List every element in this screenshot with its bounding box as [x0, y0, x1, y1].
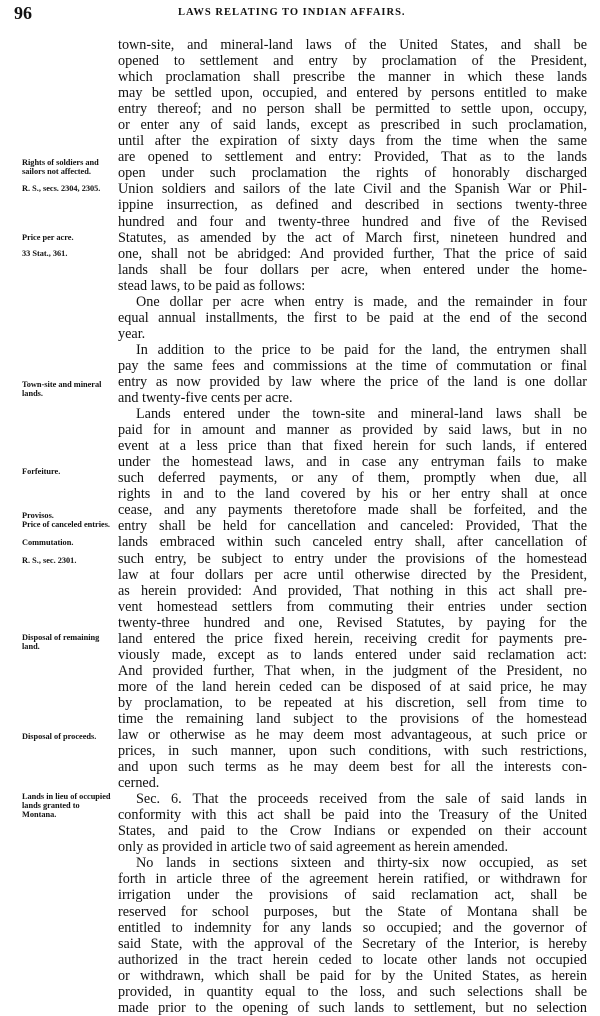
text-line: provided, in quantity equal to the loss, and such selections shall be — [118, 983, 587, 1000]
text-line: such deferred payments, or any of them, promptly when due, all — [118, 470, 587, 487]
text-line: or enter any of said lands, except as prescribed in such proclamation, — [118, 117, 587, 134]
body-text — [118, 37, 587, 1016]
text-line: land entered the price fixed herein, receiving credit for payments pre- — [118, 630, 587, 647]
text-line: said State, with the approval of the Secretary of the Interior, is hereby — [118, 935, 587, 952]
text-line: town-site, and mineral-land laws of the United States, and shall be — [118, 37, 587, 53]
text-line: ippine insurrection, as defined and described in sections twenty-three — [118, 197, 587, 214]
side-note: Price of canceled entries. — [22, 520, 111, 529]
text-line: or withdrawn, which shall be paid for by the United States, as herein — [118, 967, 587, 984]
text-line: twenty-three hundred and one, Revised Statutes, by paying for the — [118, 614, 587, 631]
side-note: Rights of soldiers and sailors not affected. — [22, 158, 99, 176]
text-line: vent homestead settlers from commuting their entries under section — [118, 598, 587, 615]
text-line: prices, in such manner, upon such conditions, with such restrictions, — [118, 743, 587, 760]
text-line: and upon such terms as he may deem best for all the interests con- — [118, 759, 587, 776]
text-line: hundred and four and twenty-three hundred and five of the Revised — [118, 213, 587, 230]
text-line: No lands in sections sixteen and thirty-six now occupied, as set — [136, 855, 587, 872]
text-line: stead laws, to be paid as follows: — [118, 277, 306, 294]
text-line: reserved for school purposes, but the State of Montana shall be — [118, 903, 587, 920]
side-note: Commutation. — [22, 538, 74, 547]
text-line: entry as now provided by law where the price of the land is one dollar — [118, 373, 587, 390]
text-line: conformity with this act shall be paid into the Treasury of the United — [118, 807, 587, 824]
text-line: One dollar per acre when entry is made, and the remainder in four — [136, 293, 587, 310]
text-line: rights in and to the land covered by his or her entry shall at once — [118, 486, 587, 503]
text-line: entry thereof; and no person shall be permitted to settle upon, occupy, — [118, 101, 587, 118]
text-line: irrigation under the provisions of said reclamation act, shall be — [118, 887, 587, 904]
text-line: open under such proclamation the rights of honorably discharged — [118, 165, 587, 182]
text-line: And provided further, That when, in the judgment of the President, no — [118, 662, 587, 679]
text-line: which proclamation shall prescribe the manner in which these lands — [118, 69, 587, 86]
text-line: entry shall be held for cancellation and canceled: Provided, That the — [118, 518, 587, 535]
text-line: Sec. 6. That the proceeds received from the sale of said lands in — [136, 791, 587, 808]
text-line: event at a less price than that fixed herein for such lands, if entered — [118, 438, 587, 455]
text-line: made prior to the opening of such lands to settlement, but no selection — [118, 999, 587, 1016]
text-line: Union soldiers and sailors of the late Civil and the Spanish War or Phil- — [118, 181, 587, 198]
text-line: cerned. — [118, 775, 160, 792]
text-line: authorized in the tract herein ceded to locate other lands not occupied — [118, 951, 587, 968]
text-line: time the remaining land subject to the provisions of the homestead — [118, 710, 587, 727]
text-line: entitled to indemnity for any lands so occupied; and the governor of — [118, 919, 587, 936]
side-note: Forfeiture. — [22, 467, 61, 476]
side-note: R. S., sec. 2301. — [22, 556, 77, 565]
text-line: pay the same fees and commissions at the time of commutation or final — [118, 357, 587, 374]
text-line: until after the expiration of sixty days from the time when the same — [118, 133, 587, 150]
text-line: Statutes, as amended by the act of March first, nineteen hundred and — [118, 229, 587, 246]
text-line: year. — [118, 325, 146, 342]
side-note: Provisos. — [22, 511, 54, 520]
text-line: by proclamation, to be repeated at his discretion, sell from time to — [118, 694, 587, 711]
side-note: Lands in lieu of occupied lands granted to Montana. — [22, 792, 111, 819]
side-note: Price per acre. — [22, 233, 74, 242]
text-line: lands shall be four dollars per acre, when entered under the home- — [118, 261, 587, 278]
text-line: only as provided in article two of said agreement as herein amended. — [118, 839, 509, 856]
text-line: States, and paid to the Crow Indians or expended on their account — [118, 823, 587, 840]
text-line: are opened to settlement and entry: Provided, That as to the lands — [118, 149, 587, 166]
text-line: opened to settlement and entry by proclamation of the President, — [118, 53, 587, 70]
side-note: R. S., secs. 2304, 2305. — [22, 184, 101, 193]
text-line: lands embraced within such canceled entry shall, after cancellation of — [118, 534, 587, 551]
side-note: Disposal of remaining land. — [22, 633, 100, 651]
text-line: one, shall not be abridged: And provided further, That the price of said — [118, 245, 587, 262]
text-line: as herein provided: And provided, That nothing in this act shall pre- — [118, 582, 587, 599]
margin-notes — [0, 0, 118, 945]
text-line: law at four dollars per acre until otherwise directed by the President, — [118, 566, 587, 583]
running-head: LAWS RELATING TO INDIAN AFFAIRS. — [178, 7, 406, 18]
side-note: 33 Stat., 361. — [22, 249, 68, 258]
text-line: In addition to the price to be paid for the land, the entrymen shall — [136, 341, 587, 358]
text-line: may be settled upon, occupied, and entered by persons entitled to make — [118, 85, 587, 102]
text-line: cease, and any payments theretofore made shall be forfeited, and the — [118, 502, 587, 519]
text-line: equal annual installments, the first to be paid at the end of the second — [118, 309, 587, 326]
text-line: law or otherwise as he may deem most advantageous, at such price or — [118, 727, 587, 744]
page-number: 96 — [14, 3, 32, 23]
text-line: Lands entered under the town-site and mineral-land laws shall be — [136, 406, 587, 423]
text-line: under the homestead laws, and in case any entryman fails to make — [118, 454, 587, 471]
side-note: Town-site and mineral lands. — [22, 380, 102, 398]
text-line: viously made, except as to lands entered under said reclamation act: — [118, 646, 587, 663]
text-line: paid for in amount and manner as provided by said laws, but in no — [118, 422, 587, 439]
text-line: and twenty-five cents per acre. — [118, 390, 293, 407]
side-note: Disposal of proceeds. — [22, 732, 97, 741]
text-line: such entry, be subject to entry under the provisions of the homestead — [118, 550, 587, 567]
text-line: forth in article three of the agreement herein ratified, or withdrawn for — [118, 871, 587, 888]
text-line: more of the land herein ceded can be disposed of at said price, he may — [118, 678, 587, 695]
